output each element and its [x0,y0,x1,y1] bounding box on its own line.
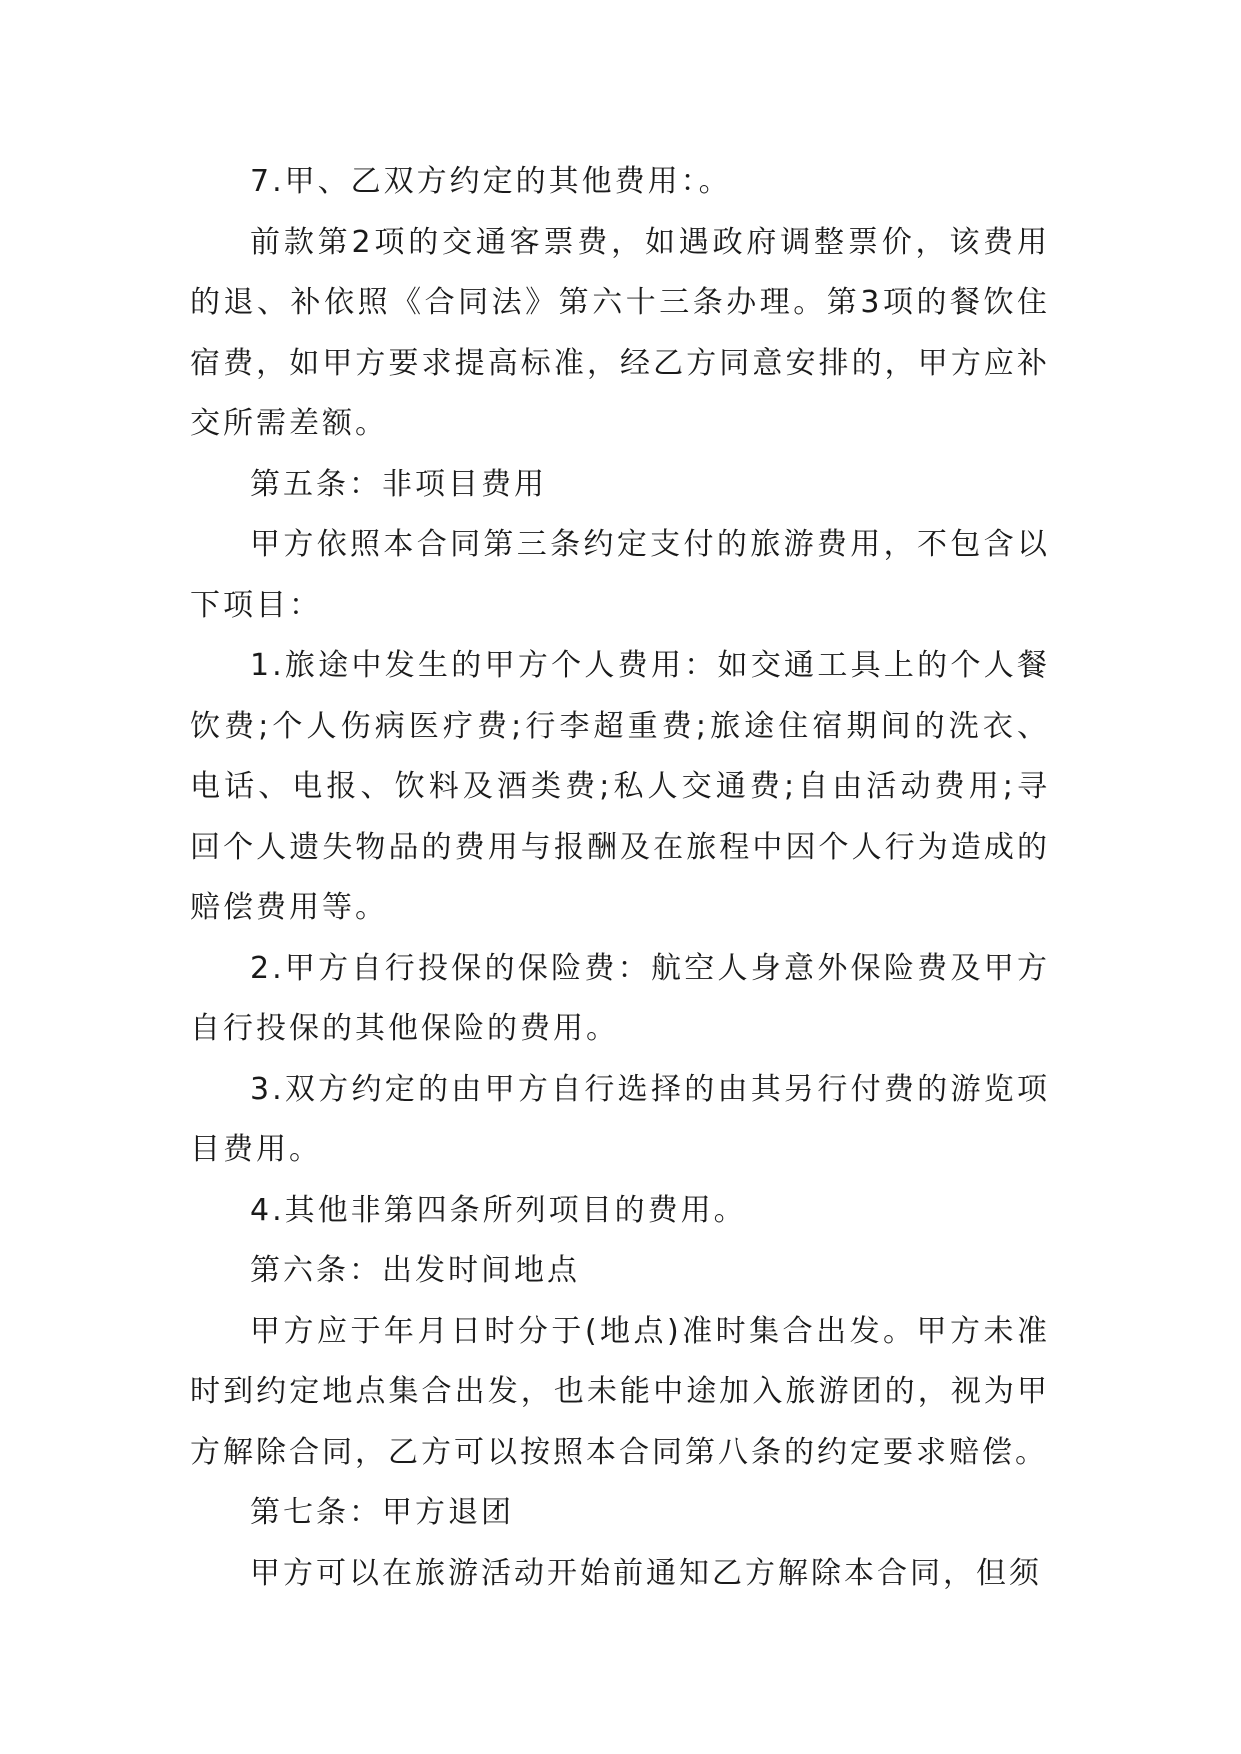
heading-article-7: 第七条：甲方退团 [250,1495,514,1530]
paragraph-departure: 甲方应于年月日时分于(地点)准时集合出发。甲方未准时到约定地点集合出发，也未能中途加入旅游团的，视为甲方解除合同，乙方可以按照本合同第八条的约定要求赔偿。 [190,1313,1050,1470]
document-body [190,152,1050,1604]
paragraph-other-fees: 7.甲、乙双方约定的其他费用：。 [250,164,732,199]
list-item-optional-tours: 3.双方约定的由甲方自行选择的由其另行付费的游览项目费用。 [190,1071,1050,1167]
heading-article-5: 第五条：非项目费用 [250,466,547,502]
paragraph-fee-adjustment: 前款第2项的交通客票费，如遇政府调整票价，该费用的退、补依照《合同法》第六十三条办理。第3项的餐饮住宿费，如甲方要求提高标准，经乙方同意安排的，甲方应补交所需差额。 [190,224,1050,441]
list-item-personal-expenses: 1.旅途中发生的甲方个人费用：如交通工具上的个人餐饮费;个人伤病医疗费;行李超重费;旅途住宿期间的洗衣、电话、电报、饮料及酒类费;私人交通费;自由活动费用;寻回个人遗失物品的费用与报酬及在旅程中因个人行为造成的赔偿费用等。 [190,648,1050,925]
paragraph-withdrawal: 甲方可以在旅游活动开始前通知乙方解除本合同，但须 [250,1555,1042,1591]
list-item-insurance: 2.甲方自行投保的保险费：航空人身意外保险费及甲方自行投保的其他保险的费用。 [190,950,1050,1046]
heading-article-6: 第六条：出发时间地点 [250,1253,580,1288]
paragraph-excluded-items-intro: 甲方依照本合同第三条约定支付的旅游费用，不包含以下项目： [190,527,1050,623]
list-item-other-fees: 4.其他非第四条所列项目的费用。 [250,1192,747,1228]
